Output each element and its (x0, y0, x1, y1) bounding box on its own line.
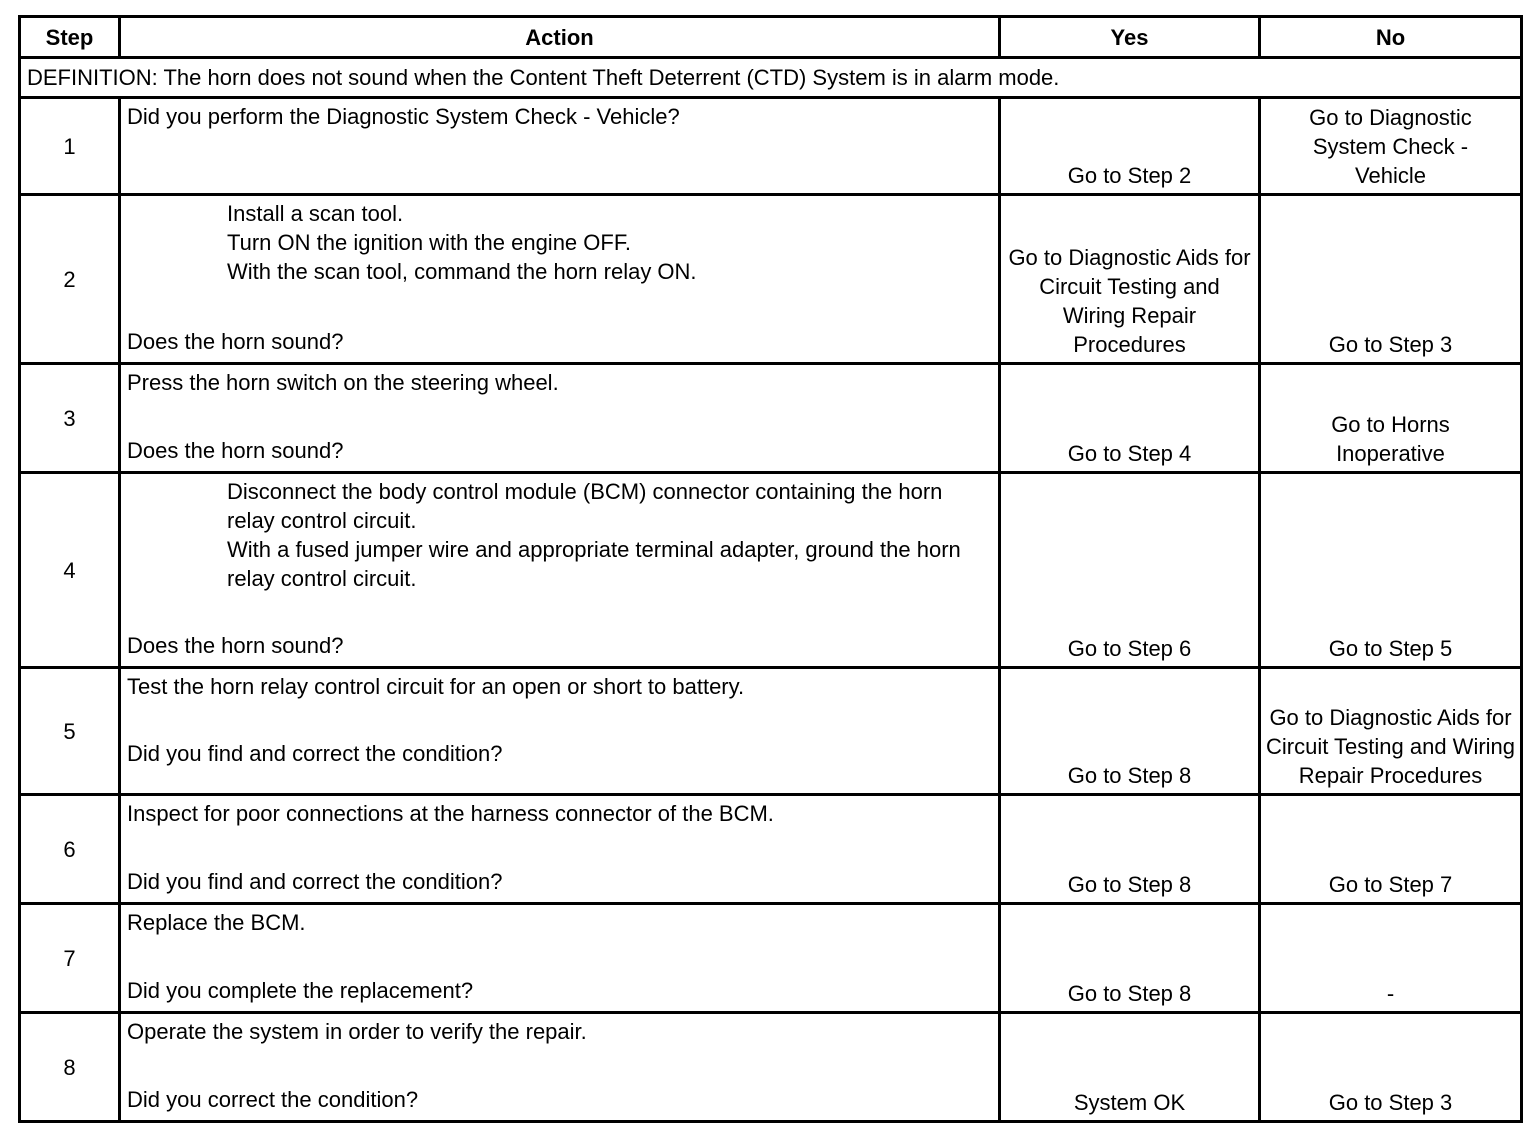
table-row (20, 98, 1522, 195)
table-row (20, 904, 1522, 1013)
action-question: Does the horn sound? (127, 329, 344, 354)
action-cell (120, 668, 1000, 795)
header-no: No (1260, 17, 1522, 58)
no-result: - (1260, 904, 1522, 1013)
step-number: 5 (20, 668, 120, 795)
substep: Install a scan tool. (227, 201, 404, 226)
diagnostic-table (18, 15, 1523, 1123)
yes-result: Go to Step 4 (1000, 364, 1260, 473)
action-question: Does the horn sound? (127, 438, 344, 463)
yes-result: Go to Step 8 (1000, 668, 1260, 795)
action-cell (120, 795, 1000, 904)
table-row (20, 473, 1522, 668)
action-instruction: Did you perform the Diagnostic System Check - Vehicle? (127, 104, 680, 129)
action-cell (120, 195, 1000, 364)
no-result: Go to Diagnostic Aids for Circuit Testing and Wiring Repair Procedures (1260, 668, 1522, 795)
definition-text: DEFINITION: The horn does not sound when the Content Theft Deterrent (CTD) System is in alarm mode. (20, 58, 1522, 98)
step-number: 2 (20, 195, 120, 364)
table-row (20, 1013, 1522, 1122)
substep: With the scan tool, command the horn relay ON. (227, 259, 697, 284)
header-yes: Yes (1000, 17, 1260, 58)
no-result: Go to Step 3 (1260, 195, 1522, 364)
step-number: 1 (20, 98, 120, 195)
action-instruction: Replace the BCM. (127, 910, 306, 935)
step-number: 7 (20, 904, 120, 1013)
action-instruction: Test the horn relay control circuit for an open or short to battery. (127, 674, 745, 699)
no-result: Go to Step 7 (1260, 795, 1522, 904)
step-number: 3 (20, 364, 120, 473)
action-cell (120, 98, 1000, 195)
no-result: Go to Horns Inoperative (1260, 364, 1522, 473)
step-number: 4 (20, 473, 120, 668)
action-instruction: Press the horn switch on the steering wheel. (127, 370, 559, 395)
substep: With a fused jumper wire and appropriate terminal adapter, ground the horn relay control circuit. (227, 537, 961, 591)
yes-result: Go to Step 8 (1000, 904, 1260, 1013)
action-cell (120, 473, 1000, 668)
yes-result: Go to Step 6 (1000, 473, 1260, 668)
yes-result: Go to Step 2 (1000, 98, 1260, 195)
substep-list (127, 199, 992, 286)
header-row (20, 17, 1522, 58)
no-result: Go to Step 3 (1260, 1013, 1522, 1122)
action-question: Does the horn sound? (127, 633, 344, 658)
table-row (20, 795, 1522, 904)
definition-row (20, 58, 1522, 98)
no-result: Go to Step 5 (1260, 473, 1522, 668)
action-cell (120, 1013, 1000, 1122)
action-instruction: Inspect for poor connections at the harness connector of the BCM. (127, 801, 774, 826)
table-row (20, 668, 1522, 795)
step-number: 8 (20, 1013, 120, 1122)
table-row (20, 364, 1522, 473)
yes-result: Go to Diagnostic Aids for Circuit Testing and Wiring Repair Procedures (1000, 195, 1260, 364)
header-step: Step (20, 17, 120, 58)
no-result: Go to Diagnostic System Check - Vehicle (1260, 98, 1522, 195)
action-cell (120, 904, 1000, 1013)
substep-list (127, 477, 992, 593)
yes-result: Go to Step 8 (1000, 795, 1260, 904)
yes-result: System OK (1000, 1013, 1260, 1122)
action-question: Did you find and correct the condition? (127, 741, 503, 766)
action-cell (120, 364, 1000, 473)
action-question: Did you correct the condition? (127, 1087, 419, 1112)
substep: Disconnect the body control module (BCM) connector containing the horn relay control circuit. (227, 479, 943, 533)
step-number: 6 (20, 795, 120, 904)
action-question: Did you find and correct the condition? (127, 869, 503, 894)
table-row (20, 195, 1522, 364)
action-question: Did you complete the replacement? (127, 978, 474, 1003)
action-instruction: Operate the system in order to verify the repair. (127, 1019, 587, 1044)
substep: Turn ON the ignition with the engine OFF. (227, 230, 631, 255)
header-action: Action (120, 17, 1000, 58)
